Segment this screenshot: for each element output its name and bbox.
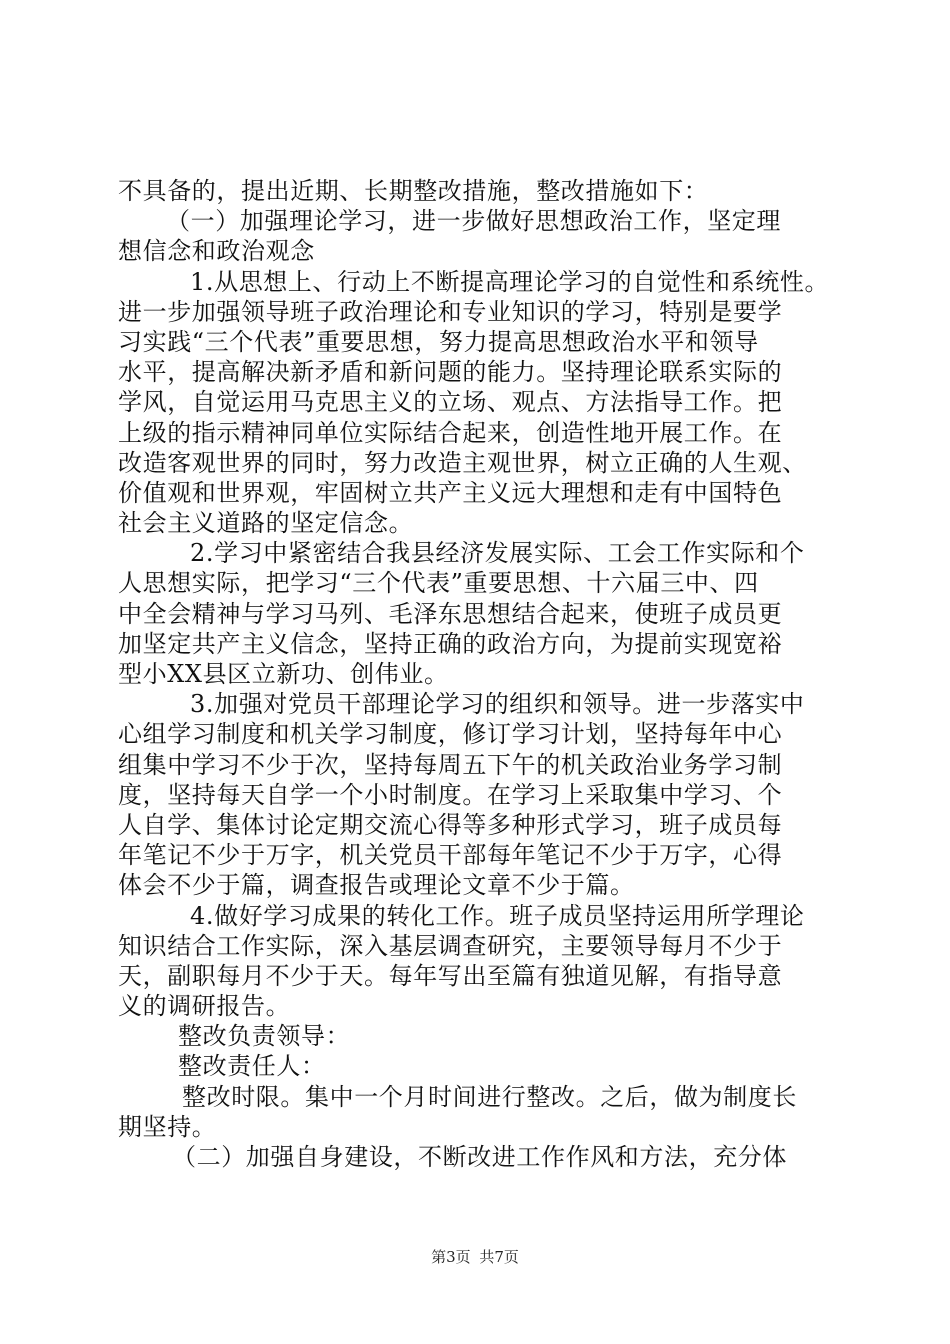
text-line: 水平，提高解决新矛盾和新问题的能力。坚持理论联系实际的	[118, 358, 783, 387]
text-line: 组集中学习不少于次，坚持每周五下午的机关政治业务学习制	[118, 750, 783, 779]
text-line: 价值观和世界观，牢固树立共产主义远大理想和走有中国特色	[118, 478, 783, 507]
text-line: 整改责任人：	[178, 1052, 326, 1081]
page-footer	[0, 1246, 950, 1267]
text-line: 整改负责领导：	[178, 1022, 351, 1051]
text-line: 学风，自觉运用马克思主义的立场、观点、方法指导工作。把	[118, 388, 783, 417]
text-line: （二）加强自身建设，不断改进工作作风和方法，充分体	[172, 1143, 787, 1171]
text-line: 2.学习中紧密结合我县经济发展实际、工会工作实际和个	[190, 539, 805, 568]
text-line: 改造客观世界的同时，努力改造主观世界，树立正确的人生观、	[118, 448, 807, 477]
page-number: 第3页	[431, 1248, 471, 1266]
text-line: 进一步加强领导班子政治理论和专业知识的学习，特别是要学	[118, 297, 783, 326]
text-line: 社会主义道路的坚定信念。	[118, 509, 414, 538]
text-line: 年笔记不少于万字，机关党员干部每年笔记不少于万字，心得	[118, 841, 783, 870]
text-line: 人自学、集体讨论定期交流心得等多种形式学习，班子成员每	[118, 810, 783, 839]
text-line: 人思想实际，把学习“三个代表”重要思想、十六届三中、四	[118, 569, 759, 598]
text-line: 义的调研报告。	[118, 992, 291, 1021]
document-body	[118, 176, 836, 1172]
text-line: 天，副职每月不少于天。每年写出至篇有独道见解，有指导意	[118, 961, 783, 990]
page-total: 共7页	[479, 1248, 519, 1266]
text-line: （一）加强理论学习，进一步做好思想政治工作，坚定理	[166, 207, 781, 236]
text-line: 中全会精神与学习马列、毛泽东思想结合起来，使班子成员更	[118, 599, 783, 628]
text-line: 不具备的，提出近期、长期整改措施，整改措施如下：	[118, 177, 709, 205]
text-line: 整改时限。集中一个月时间进行整改。之后，做为制度长	[182, 1082, 797, 1111]
text-line: 加坚定共产主义信念，坚持正确的政治方向，为提前实现宽裕	[118, 629, 783, 658]
text-line: 型小XX县区立新功、创伟业。	[118, 660, 449, 688]
text-line: 4.做好学习成果的转化工作。班子成员坚持运用所学理论	[190, 901, 805, 930]
text-line: 3.加强对党员干部理论学习的组织和领导。进一步落实中	[190, 690, 805, 719]
text-line: 1.从思想上、行动上不断提高理论学习的自觉性和系统性。	[190, 267, 830, 296]
text-line: 知识结合工作实际，深入基层调查研究，主要领导每月不少于	[118, 931, 783, 960]
text-line: 想信念和政治观念	[118, 237, 315, 266]
text-line: 期坚持。	[118, 1112, 217, 1141]
text-line: 习实践“三个代表”重要思想，努力提高思想政治水平和领导	[118, 327, 759, 356]
text-line: 上级的指示精神同单位实际结合起来，创造性地开展工作。在	[118, 418, 783, 447]
text-line: 体会不少于篇，调查报告或理论文章不少于篇。	[118, 871, 635, 900]
text-line: 心组学习制度和机关学习制度，修订学习计划，坚持每年中心	[118, 720, 783, 749]
text-line: 度，坚持每天自学一个小时制度。在学习上采取集中学习、个	[118, 780, 783, 809]
